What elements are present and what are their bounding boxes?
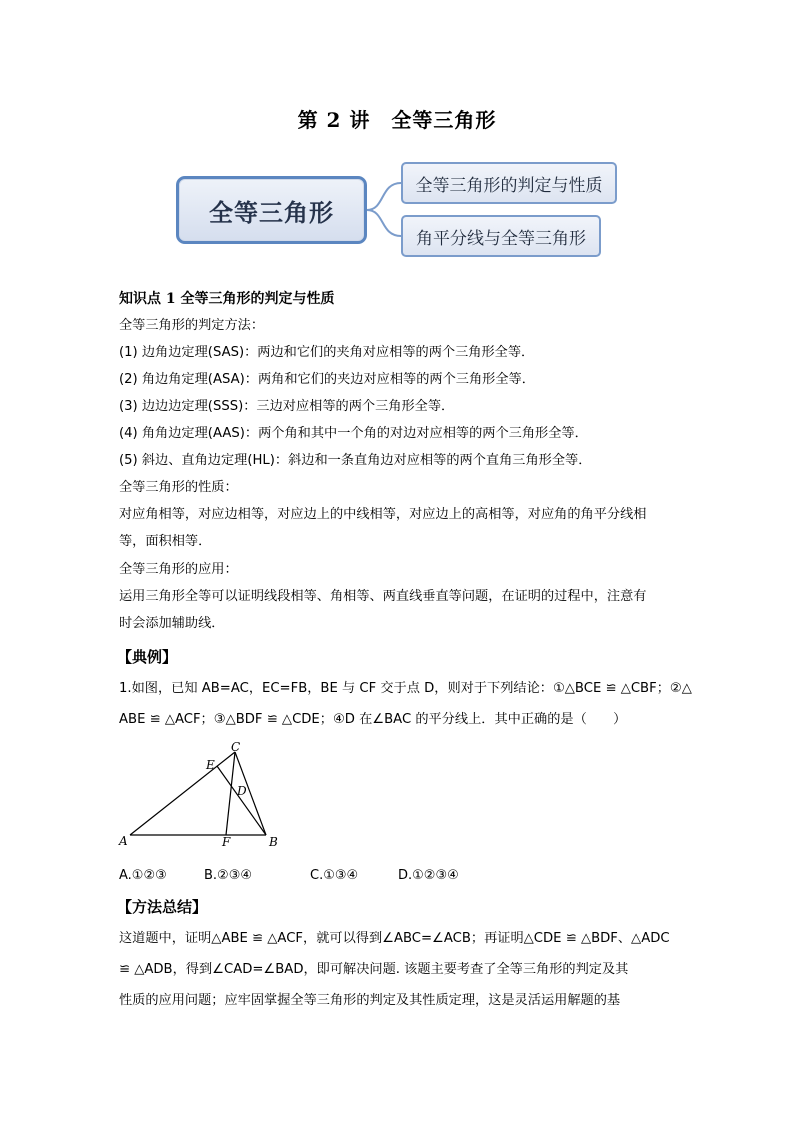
method-line: 这道题中，证明△ABE ≌ △ACF，就可以得到∠ABC=∠ACB；再证明△CDE ≌ △BDF、△ADC bbox=[119, 931, 670, 946]
text-line: 全等三角形的判定方法： bbox=[119, 318, 265, 333]
text-line: (4) 角角边定理(AAS)：两个角和其中一个角的对边对应相等的两个三角形全等． bbox=[119, 426, 588, 441]
option-a: A.①②③ bbox=[119, 868, 167, 883]
mind-map bbox=[0, 0, 794, 270]
option-d: D.①②③④ bbox=[398, 868, 459, 883]
text-line: 全等三角形的性质： bbox=[119, 480, 238, 495]
example-heading: 【典例】 bbox=[117, 648, 178, 666]
text-line: (5) 斜边、直角边定理(HL)：斜边和一条直角边对应相等的两个直角三角形全等． bbox=[119, 453, 592, 468]
mind-map-connector bbox=[0, 0, 794, 270]
label-a: A bbox=[119, 834, 128, 848]
page-title: 第 2 讲 全等三角形 bbox=[297, 108, 497, 132]
method-line: ≌ △ADB，得到∠CAD=∠BAD，即可解决问题. 该题主要考查了全等三角形的判定及其 bbox=[119, 962, 629, 977]
option-b: B.②③④ bbox=[204, 868, 253, 883]
section-heading: 知识点 1 全等三角形的判定与性质 bbox=[119, 291, 335, 307]
mind-map-main-node: 全等三角形 bbox=[176, 176, 367, 244]
text-line: (1) 边角边定理(SAS)：两边和它们的夹角对应相等的两个三角形全等． bbox=[119, 345, 535, 360]
text-line: 时会添加辅助线． bbox=[119, 616, 225, 631]
text-line: 等，面积相等． bbox=[119, 534, 212, 549]
text-line: 全等三角形的应用： bbox=[119, 562, 238, 577]
label-c: C bbox=[231, 740, 241, 754]
text-line: 对应角相等，对应边相等，对应边上的中线相等，对应边上的高相等，对应角的角平分线相 bbox=[119, 507, 647, 522]
text-line: 运用三角形全等可以证明线段相等、角相等、两直线垂直等问题，在证明的过程中，注意有 bbox=[119, 589, 647, 604]
label-b: B bbox=[269, 835, 278, 849]
label-d: D bbox=[237, 784, 247, 798]
label-e: E bbox=[206, 758, 215, 772]
question-line: 1.如图，已知 AB=AC，EC=FB，BE 与 CF 交于点 D，则对于下列结论：①△BCE ≌ △CBF；②△ bbox=[119, 681, 692, 696]
text-line: (3) 边边边定理(SSS)：三边对应相等的两个三角形全等． bbox=[119, 399, 455, 414]
option-c: C.①③④ bbox=[310, 868, 359, 883]
text-line: (2) 角边角定理(ASA)：两角和它们的夹边对应相等的两个三角形全等． bbox=[119, 372, 535, 387]
method-line: 性质的应用问题；应牢固掌握全等三角形的判定及其性质定理，这是灵活运用解题的基 bbox=[119, 993, 621, 1008]
mind-map-branch-bisector: 角平分线与全等三角形 bbox=[401, 215, 601, 257]
mind-map-branch-judgement: 全等三角形的判定与性质 bbox=[401, 162, 617, 204]
method-heading: 【方法总结】 bbox=[117, 898, 208, 916]
label-f: F bbox=[222, 835, 231, 849]
question-line: ABE ≌ △ACF；③△BDF ≌ △CDE；④D 在∠BAC 的平分线上．其中正确的是（ ） bbox=[119, 712, 627, 727]
triangle-figure bbox=[114, 738, 294, 858]
